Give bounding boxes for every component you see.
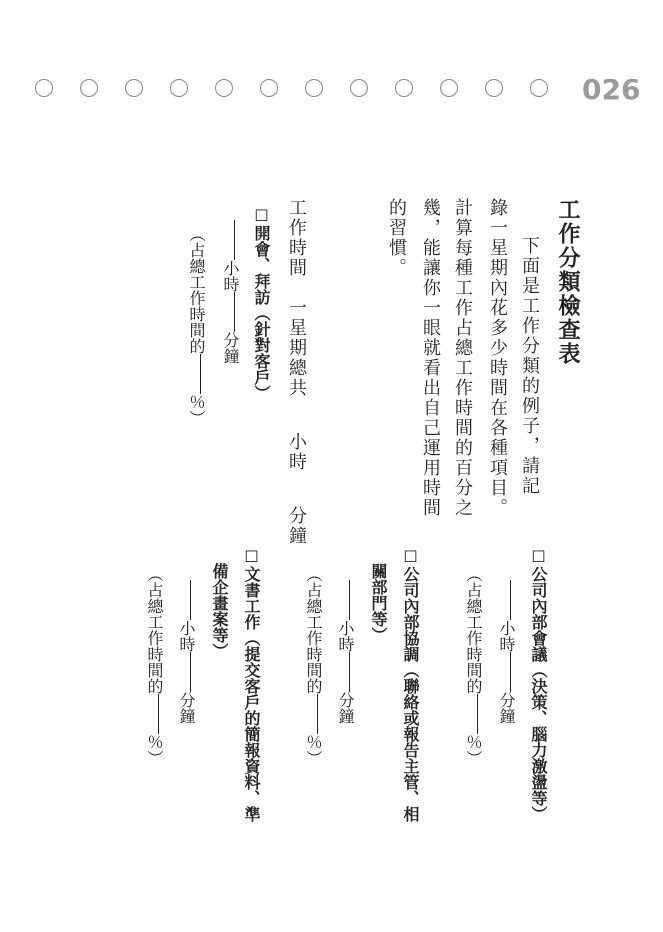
item-paperwork-share: （占總工作時間的％）	[145, 566, 164, 766]
intro-line-4: 幾，能讓你一眼就看出自己運用時間	[420, 198, 441, 518]
percent-blank[interactable]	[317, 694, 318, 734]
percent-blank[interactable]	[158, 694, 159, 734]
binder-hole	[260, 79, 278, 97]
total-hours: 小時	[286, 432, 307, 472]
item-internal-meeting-title: ☐公司內部會議（決策、腦力激盪等）	[529, 547, 548, 822]
binder-hole	[485, 79, 503, 97]
page-number: 026	[582, 73, 641, 106]
minutes-blank[interactable]	[510, 652, 511, 692]
intro-line-5: 的習慣。	[386, 198, 407, 278]
item-internal-coordination-title-cont: 關部門等）	[369, 563, 388, 643]
hours-blank[interactable]	[349, 580, 350, 620]
intro-line-3: 計算每種工作占總工作時間的百分之	[452, 198, 473, 518]
item-internal-meeting-share: （占總工作時間的％）	[464, 566, 483, 766]
percent-blank[interactable]	[477, 694, 478, 734]
minutes-blank[interactable]	[349, 652, 350, 692]
hours-blank[interactable]	[190, 580, 191, 620]
binder-hole	[440, 79, 458, 97]
item-meeting-visits-share: （占總工作時間的％）	[187, 226, 206, 426]
total-label: 工作時間	[286, 198, 307, 278]
binder-hole	[80, 79, 98, 97]
item-paperwork-time: 小時分鐘	[175, 580, 198, 724]
checkbox-icon[interactable]: ☐	[242, 547, 261, 566]
hours-blank[interactable]	[234, 220, 235, 260]
hours-blank[interactable]	[510, 580, 511, 620]
binder-hole	[395, 79, 413, 97]
checkbox-icon[interactable]: ☐	[529, 547, 548, 566]
binder-hole	[215, 79, 233, 97]
checkbox-icon[interactable]: ☐	[401, 547, 420, 566]
item-paperwork-title: ☐文書工作（提交客戶的簡報資料、準	[242, 547, 261, 822]
intro-line-2: 錄一星期內花多少時間在各種項目。	[487, 198, 508, 518]
item-internal-coordination-time: 小時分鐘	[334, 580, 357, 724]
item-meeting-visits-title: ☐開會、拜訪（針對客戶）	[252, 206, 271, 401]
item-internal-coordination-title: ☐公司內部協調（聯絡或報告主管、相	[401, 547, 420, 822]
minutes-blank[interactable]	[190, 652, 191, 692]
binder-hole	[35, 79, 53, 97]
minutes-blank[interactable]	[234, 292, 235, 332]
item-meeting-visits-time: 小時分鐘	[219, 220, 242, 364]
item-paperwork-title-cont: 備企畫案等）	[210, 563, 229, 659]
binder-hole	[305, 79, 323, 97]
percent-blank[interactable]	[200, 354, 201, 394]
intro-line-1: 下面是工作分類的例子，請記	[519, 236, 540, 496]
item-internal-meeting-time: 小時分鐘	[495, 580, 518, 724]
total-minutes: 分鐘	[286, 506, 307, 546]
binder-hole	[530, 79, 548, 97]
binder-hole	[170, 79, 188, 97]
page-title: 工作分類檢查表	[555, 198, 580, 366]
total-week: 一星期總共	[286, 298, 307, 398]
binder-hole	[350, 79, 368, 97]
binder-hole	[125, 79, 143, 97]
checkbox-icon[interactable]: ☐	[252, 206, 271, 225]
item-internal-coordination-share: （占總工作時間的％）	[304, 566, 323, 766]
total-time-line	[283, 198, 309, 546]
